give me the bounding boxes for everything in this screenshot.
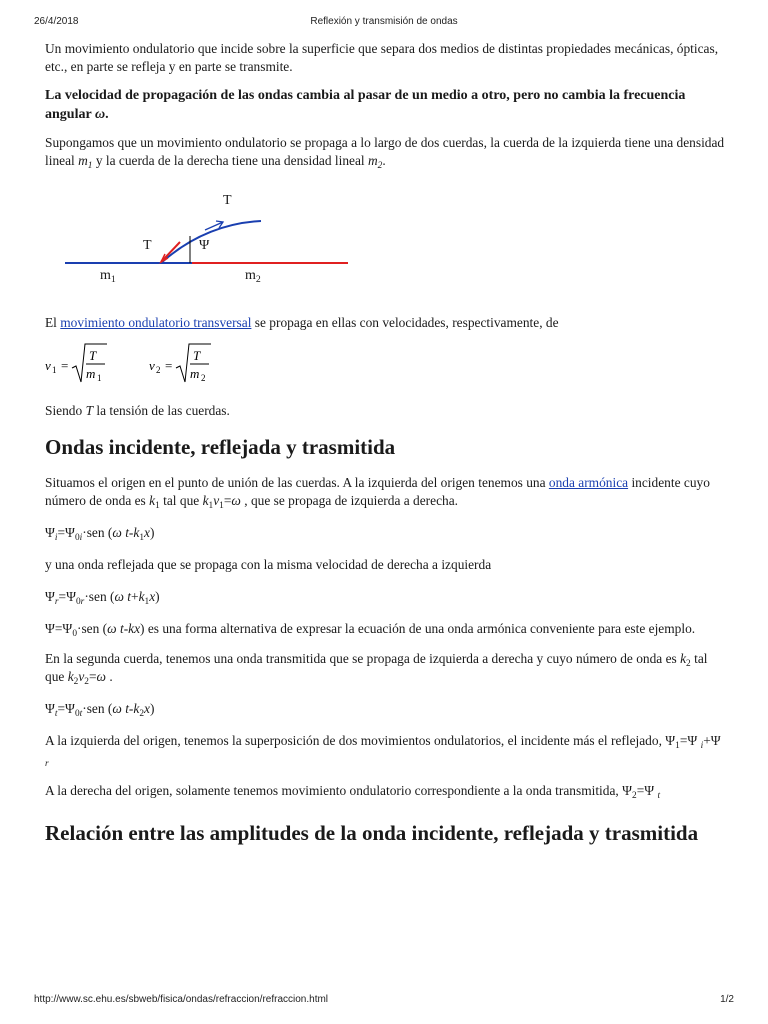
left-superposition-paragraph: A la izquierda del origen, tenemos la superposición de dos movimientos ondulatorios, el incidente más el reflejado, $\Psi_1=\Psi$ $_i$+Ψ $_r$ bbox=[45, 733, 721, 769]
heading-incident-reflected: Ondas incidente, reflejada y trasmitida bbox=[45, 435, 396, 459]
svg-text:2: 2 bbox=[201, 373, 206, 383]
heading-amplitude-relation: Relación entre las amplitudes de la onda incidente, reflejada y trasmitida bbox=[45, 821, 699, 845]
svg-text:=: = bbox=[61, 358, 69, 373]
velocity-formulas bbox=[45, 340, 725, 392]
strings-paragraph: Supongamos que un movimiento ondulatorio se propaga a lo largo de dos cuerdas, la cuerda de la izquierda tiene una densidad lineal $m_1$ y la cuerda de la derecha tiene una densidad lineal $m_2$. bbox=[45, 135, 725, 171]
header-title: Reflexión y transmisión de ondas bbox=[310, 16, 458, 27]
equation-reflected: $\Psi_r=\Psi_{0r}\cdot sen$ (ω $t+k_1x$) bbox=[45, 589, 160, 607]
label-tension-left: T bbox=[143, 238, 152, 253]
footer-page-number: 1/2 bbox=[720, 994, 734, 1005]
formula-v1 bbox=[45, 340, 115, 397]
page-footer bbox=[0, 994, 768, 1008]
label-m1: $m_1$ bbox=[100, 268, 116, 285]
article-body bbox=[45, 40, 725, 846]
svg-text:1: 1 bbox=[97, 373, 102, 383]
svg-text:1: 1 bbox=[52, 365, 57, 375]
link-harmonic-wave[interactable]: onda armónica bbox=[548, 475, 629, 490]
label-psi: Ψ bbox=[199, 238, 210, 253]
label-tension-top: T bbox=[223, 193, 232, 208]
svg-text:T: T bbox=[193, 348, 201, 363]
strings-diagram bbox=[65, 186, 395, 296]
link-transverse-wave[interactable]: movimiento ondulatorio transversal bbox=[60, 315, 252, 330]
intro-paragraph: Un movimiento ondulatorio que incide sobre la superficie que separa dos medios de distintas propiedades mecánicas, ópticas, etc., en parte se refleja y en parte se transmite. bbox=[45, 41, 719, 74]
header-date: 26/4/2018 bbox=[34, 16, 79, 27]
svg-text:2: 2 bbox=[156, 365, 161, 375]
alternative-form-paragraph: $\Psi=\Psi_0\cdot sen$ (ω t-kx) es una forma alternativa de expresar la ecuación de una onda armónica conveniente para este ejemplo. bbox=[45, 621, 696, 639]
equation-transmitted: $\Psi_t=\Psi_{0t}\cdot sen$ (ω $t-k_2x$) bbox=[45, 701, 155, 719]
label-m2: $m_2$ bbox=[245, 268, 261, 285]
right-transmitted-paragraph: A la derecha del origen, solamente tenemos movimiento ondulatorio correspondiente a la onda transmitida, $\Psi_2=\Psi$ $_t$ bbox=[45, 783, 661, 801]
origin-paragraph: Situamos el origen en el punto de unión de las cuerdas. A la izquierda del origen tenemos una onda armónica incidente cuyo número de onda es $k_1$ tal que $k_1v_1=\omega$ , que se propaga de izquierda a derecha. bbox=[45, 475, 710, 511]
reflected-paragraph: y una onda reflejada que se propaga con la misma velocidad de derecha a izquierda bbox=[45, 557, 492, 572]
svg-text:T: T bbox=[89, 348, 97, 363]
key-statement: La velocidad de propagación de las ondas cambia al pasar de un medio a otro, pero no cambia la frecuencia angular ω. bbox=[45, 88, 686, 122]
second-string-paragraph: En la segunda cuerda, tenemos una onda transmitida que se propaga de izquierda a derecha y cuyo número de onda es $k_2$ tal que $k_2v_2=\omega$ . bbox=[45, 651, 708, 687]
tension-paragraph: Siendo T la tensión de las cuerdas. bbox=[45, 403, 230, 418]
tension-arrow-left bbox=[161, 242, 180, 262]
svg-text:m: m bbox=[86, 366, 96, 381]
svg-text:v: v bbox=[45, 358, 51, 373]
velocity-paragraph: El movimiento ondulatorio transversal se propaga en ellas con velocidades, respectivamente, de bbox=[45, 315, 559, 330]
formula-v2 bbox=[149, 340, 219, 397]
equation-incident: $\Psi_i=\Psi_{0i}\cdot sen$ (ω $t-k_1x$) bbox=[45, 525, 155, 543]
page-header bbox=[0, 16, 768, 30]
footer-url: http://www.sc.ehu.es/sbweb/fisica/ondas/refraccion/refraccion.html bbox=[34, 994, 329, 1005]
svg-text:=: = bbox=[165, 358, 173, 373]
svg-text:m: m bbox=[190, 366, 200, 381]
svg-text:v: v bbox=[149, 358, 155, 373]
